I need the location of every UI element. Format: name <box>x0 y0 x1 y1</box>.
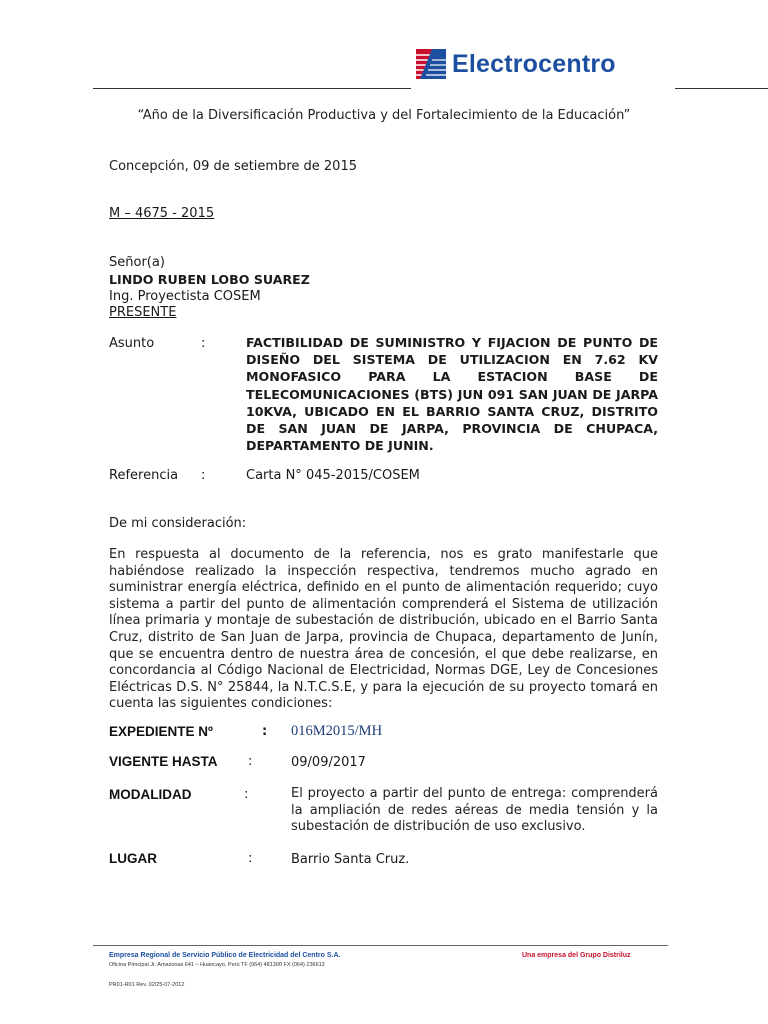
vigente-colon: : <box>248 754 253 769</box>
subject-text: FACTIBILIDAD DE SUMINISTRO Y FIJACION DE PUNTO DE DISEÑO DEL SISTEMA DE UTILIZACION EN 7.62 KV MONOFASICO PARA LA ESTACION BASE DE TELECOMUNICACIONES (BTS) JUN 091 SAN JUAN DE JARPA 10KVA, UBICADO EN EL BARRIO SANTA CRUZ, DISTRITO DE SAN JUAN DE JARPA, PROVINCIA DE CHUPACA, DEPARTAMENTO DE JUNIN. <box>246 335 658 454</box>
footer-address: Oficina Principal Jr. Amazonas 641 – Huancayo, Perú TF (064) 481300 FX (064) 236613 <box>109 962 325 968</box>
header-rule-left <box>93 88 411 89</box>
modalidad-value: El proyecto a partir del punto de entrega: comprenderá la ampliación de redes aéreas de media tensión y la subestación de distribución de uso exclusivo. <box>291 786 658 835</box>
reference-label: Referencia <box>109 468 179 483</box>
footer-doc-code: PR01-R01 Rev. 02/25-07-2012 <box>109 982 185 988</box>
year-motto: “Año de la Diversificación Productiva y del Fortalecimiento de la Educación” <box>137 108 631 123</box>
lugar-label: LUGAR <box>109 851 157 866</box>
subject-label: Asunto <box>109 336 155 351</box>
modalidad-label: MODALIDAD <box>109 787 192 802</box>
vigente-value: 09/09/2017 <box>291 755 366 770</box>
document-reference-number: M – 4675 - 2015 <box>109 206 215 221</box>
expediente-colon: : <box>262 724 268 739</box>
reference-text: Carta N° 045-2015/COSEM <box>246 468 420 483</box>
vigente-label: VIGENTE HASTA <box>109 754 218 769</box>
footer-rule <box>93 945 668 946</box>
electrocentro-logo-icon <box>416 49 446 79</box>
lugar-colon: : <box>248 851 253 866</box>
body-paragraph: En respuesta al documento de la referencia, nos es grato manifestarle que habiéndose realizado la inspección respectiva, tendremos mucho agrado en suministrar energía eléctrica, definido en el punto de alimentación requerido; cuyo sistema a partir del punto de alimentación comprenderá el Sistema de utilización línea primaria y montaje de subestación de distribución, ubicado en el Barrio Santa Cruz, distrito de San Juan de Jarpa, provincia de Chupaca, departamento de Junín, que se encuentra dentro de nuestra área de concesión, el que debe realizarse, en concordancia al Código Nacional de Electricidad, Normas DGE, Ley de Concesiones Eléctricas D.S. N° 25844, la N.T.C.S.E, y para la ejecución de su proyecto tomará en cuenta las siguientes condiciones: <box>109 547 658 712</box>
salutation-title: Señor(a) <box>109 255 165 270</box>
modalidad-colon: : <box>244 787 249 802</box>
company-logo <box>416 47 616 81</box>
expediente-label: EXPEDIENTE Nº <box>109 724 213 739</box>
expediente-value: 016M2015/MH <box>291 723 383 739</box>
recipient-name: LINDO RUBEN LOBO SUAREZ <box>109 272 310 287</box>
place-date: Concepción, 09 de setiembre de 2015 <box>109 159 357 174</box>
presente-label: PRESENTE <box>109 305 177 320</box>
greeting: De mi consideración: <box>109 516 247 531</box>
reference-colon: : <box>201 468 206 483</box>
footer-company: Empresa Regional de Servicio Público de Electricidad del Centro S.A. <box>109 952 341 959</box>
brand-name: Electrocentro <box>452 49 616 78</box>
header-rule-right <box>675 88 768 89</box>
subject-colon: : <box>201 336 206 351</box>
recipient-role: Ing. Proyectista COSEM <box>109 289 261 304</box>
footer-group: Una empresa del Grupo Distriluz <box>522 952 631 959</box>
lugar-value: Barrio Santa Cruz. <box>291 852 410 867</box>
